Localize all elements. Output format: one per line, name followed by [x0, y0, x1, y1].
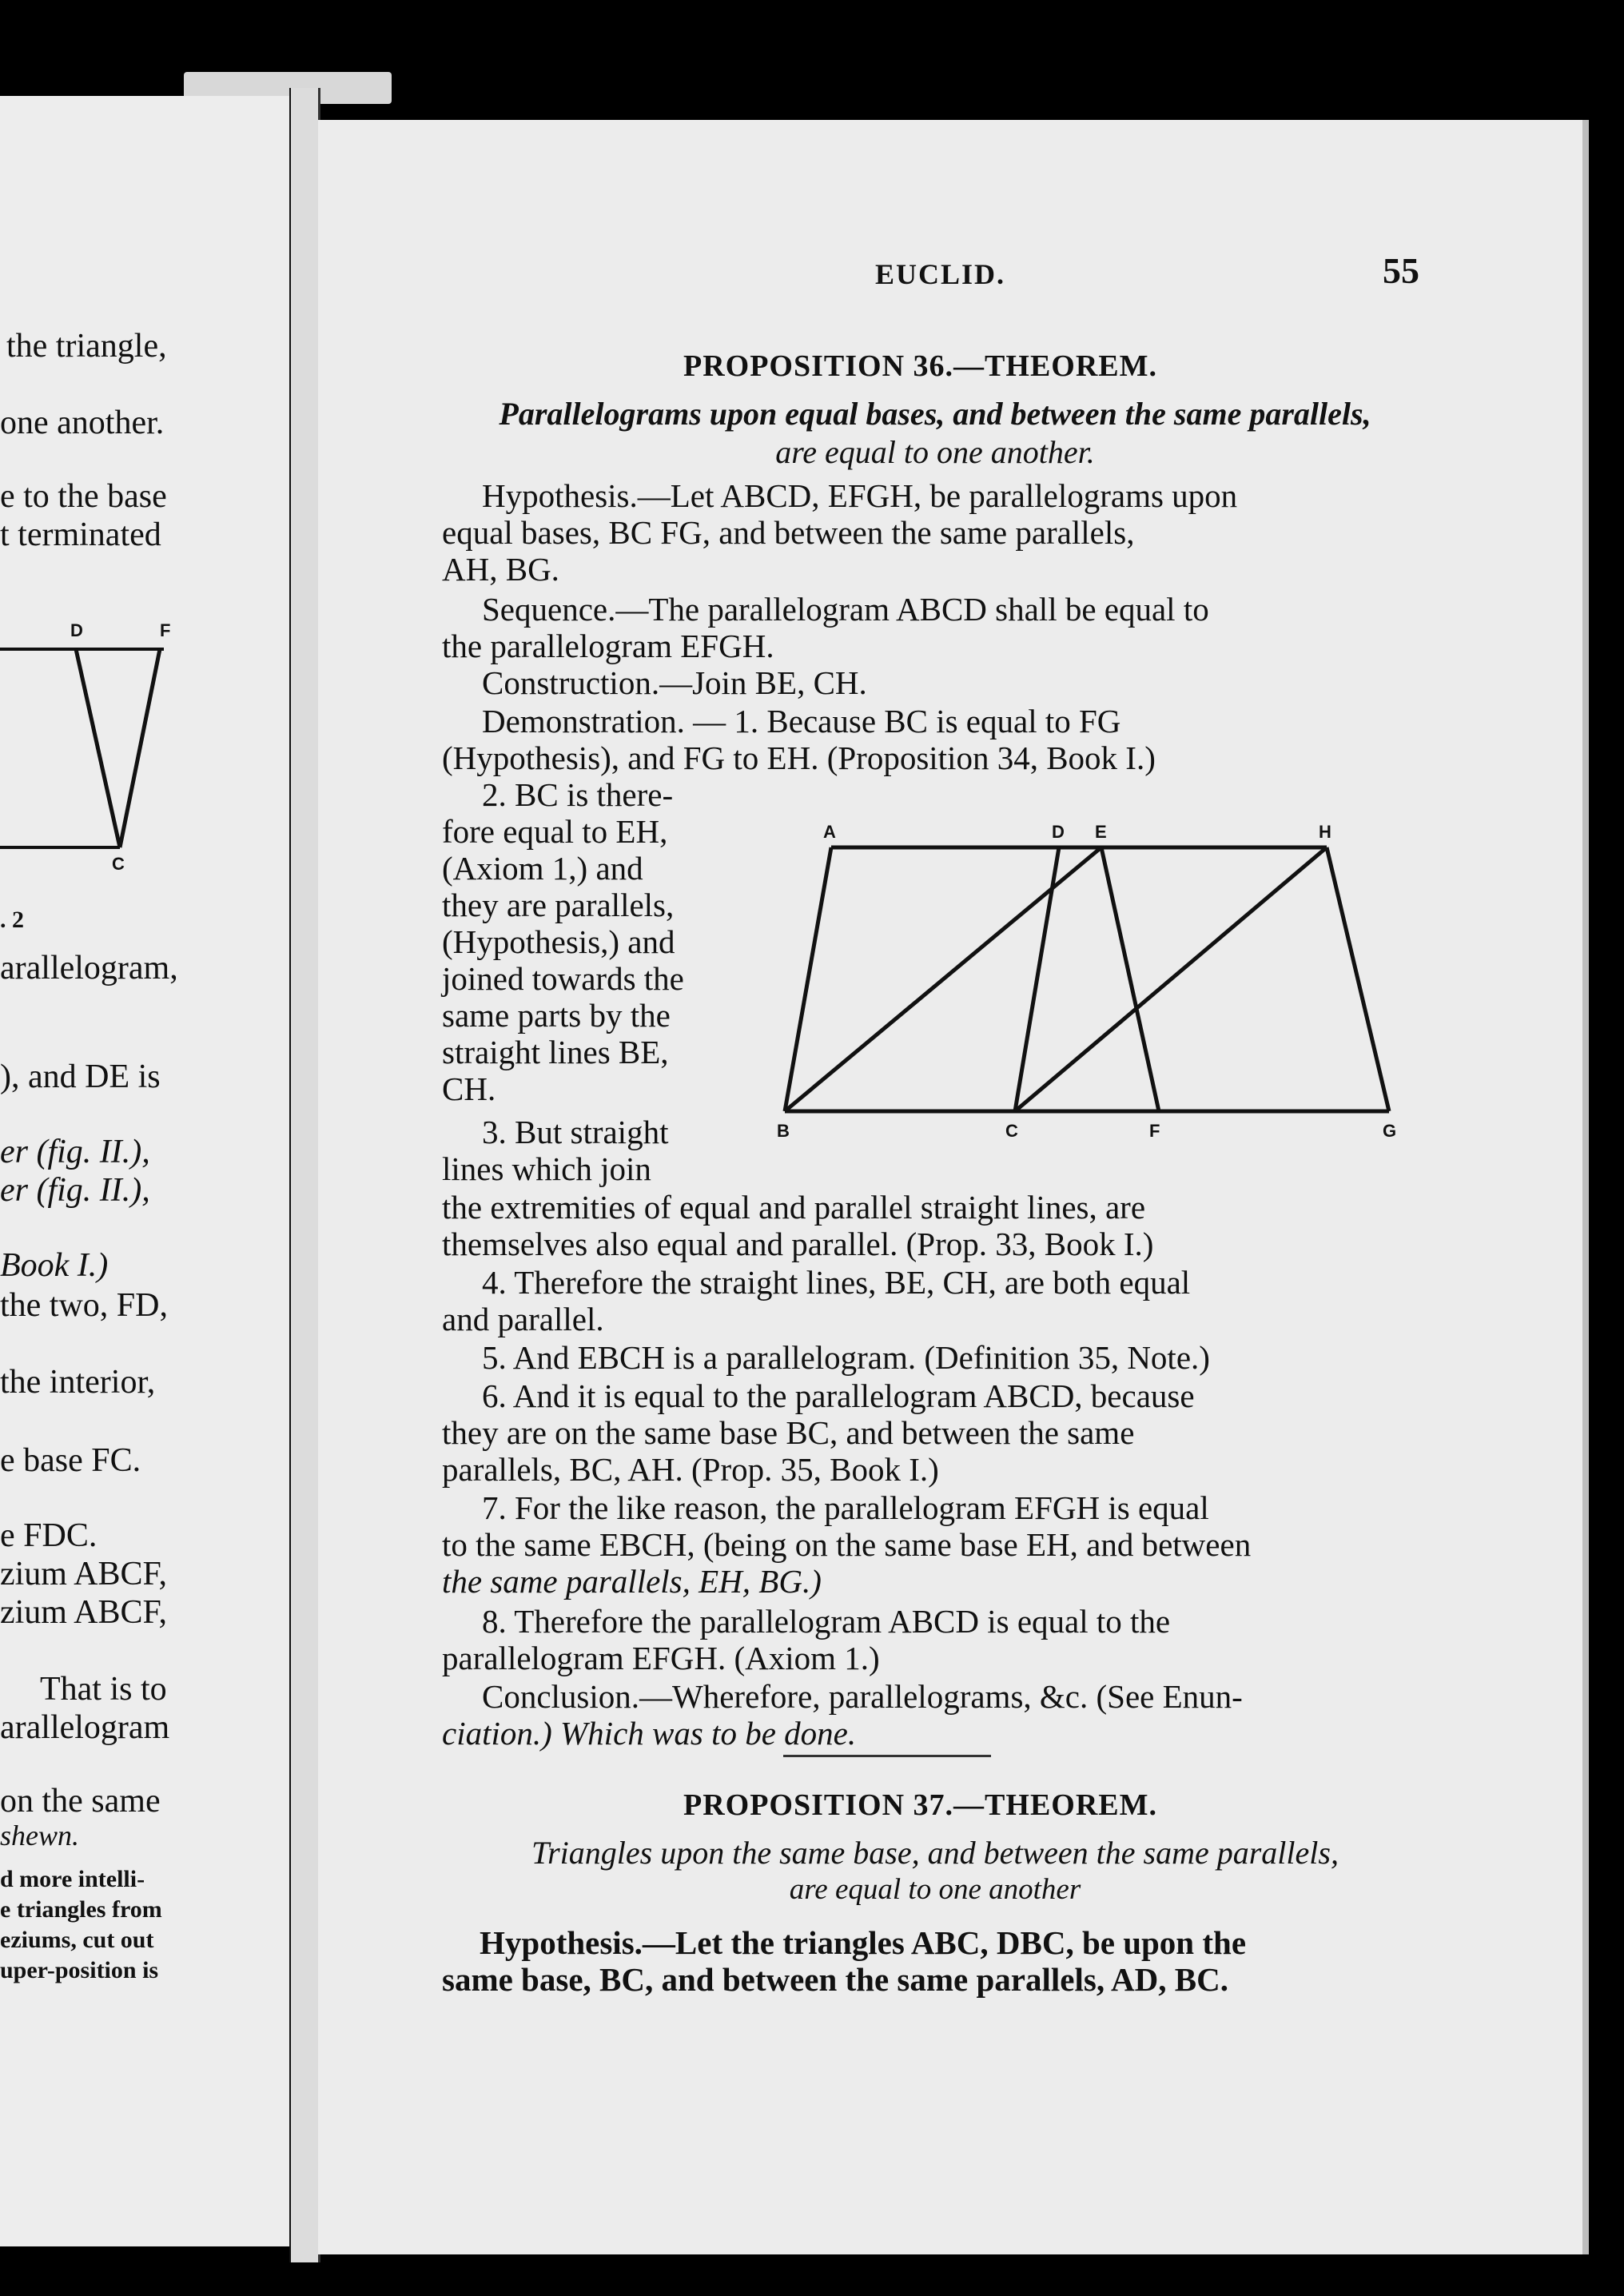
running-header: EUCLID.	[875, 258, 1006, 290]
proposition-37-title: PROPOSITION 37.—THEOREM.	[683, 1788, 1157, 1822]
left-footnote-line: uper-position is	[0, 1957, 159, 1983]
body-line: 6. And it is equal to the parallelogram ABCD, because	[482, 1377, 1195, 1414]
figure-label: F	[1149, 1121, 1160, 1141]
left-line: arallelogram	[0, 1709, 170, 1746]
body-line: 8. Therefore the parallelogram ABCD is equal to the	[482, 1603, 1171, 1640]
proposition-36-enunciation: Parallelograms upon equal bases, and between the same parallels,	[499, 396, 1371, 432]
body-line: equal bases, BC FG, and between the same parallels,	[442, 514, 1135, 551]
left-footnote-line: eziums, cut out	[0, 1927, 154, 1953]
left-line: Book I.)	[0, 1247, 109, 1284]
left-footnote-line: d more intelli-	[0, 1866, 145, 1892]
left-line: the interior,	[0, 1364, 156, 1401]
figure-label: C	[1005, 1121, 1018, 1141]
side-line: 3. But straight	[482, 1114, 669, 1150]
side-line: (Hypothesis,) and	[442, 923, 675, 960]
book-gutter	[289, 88, 320, 2262]
proposition-36-enunciation: are equal to one another.	[775, 434, 1095, 470]
left-line: e to the base	[0, 478, 167, 515]
left-line: the two, FD,	[0, 1287, 168, 1324]
figure-label: A	[823, 822, 836, 842]
body-line: the extremities of equal and parallel straight lines, are	[442, 1189, 1146, 1226]
left-line: t terminated	[0, 516, 161, 553]
figure-label: E	[1095, 822, 1107, 842]
side-line: joined towards the	[442, 960, 684, 997]
left-line: e base FC.	[0, 1442, 141, 1479]
proposition-37-line: same base, BC, and between the same parallels, AD, BC.	[442, 1961, 1228, 1998]
left-line: e FDC.	[0, 1517, 98, 1554]
left-line: on the same	[0, 1783, 161, 1820]
proposition-36-title: PROPOSITION 36.—THEOREM.	[683, 349, 1157, 383]
left-line: er (fig. II.),	[0, 1172, 150, 1209]
left-line: one another.	[0, 405, 165, 441]
side-line: they are parallels,	[442, 887, 675, 923]
left-line: zium ABCF,	[0, 1556, 168, 1592]
figure-label: G	[1383, 1121, 1397, 1141]
left-line: er (fig. II.),	[0, 1134, 150, 1170]
left-line: That is to	[40, 1671, 167, 1708]
page-number: 55	[1383, 250, 1419, 291]
left-line: zium ABCF,	[0, 1594, 168, 1631]
figure-label: D	[1052, 822, 1065, 842]
side-line: 2. BC is there-	[482, 776, 674, 813]
body-line: Hypothesis.—Let ABCD, EFGH, be parallelograms upon	[482, 477, 1238, 514]
side-line: lines which join	[442, 1150, 651, 1187]
side-line: fore equal to EH,	[442, 813, 668, 850]
left-figure-label: D	[70, 620, 83, 640]
figure-label: H	[1319, 822, 1331, 842]
left-line: ), and DE is	[0, 1058, 161, 1095]
body-line: 7. For the like reason, the parallelogram EFGH is equal	[482, 1489, 1209, 1526]
body-line: (Hypothesis), and FG to EH. (Proposition 34, Book I.)	[442, 739, 1156, 776]
side-line: straight lines BE,	[442, 1034, 669, 1070]
body-line: Sequence.—The parallelogram ABCD shall be equal to	[482, 591, 1209, 628]
body-line: to the same EBCH, (being on the same base EH, and between	[442, 1526, 1252, 1563]
side-line: CH.	[442, 1070, 496, 1107]
body-line: Demonstration. — 1. Because BC is equal to FG	[482, 703, 1121, 739]
body-line: AH, BG.	[442, 551, 559, 588]
body-line: parallels, BC, AH. (Prop. 35, Book I.)	[442, 1451, 939, 1488]
body-line: Construction.—Join BE, CH.	[482, 664, 867, 701]
left-figure	[0, 616, 184, 879]
body-line: the same parallels, EH, BG.)	[442, 1563, 822, 1600]
parallelogram-figure	[767, 815, 1439, 1151]
proposition-37-enunciation: are equal to one another	[789, 1873, 1081, 1906]
body-line: the parallelogram EFGH.	[442, 628, 774, 664]
left-figure-label: C	[112, 854, 125, 874]
left-line: the triangle,	[6, 328, 167, 365]
body-line: parallelogram EFGH. (Axiom 1.)	[442, 1640, 880, 1676]
left-line: arallelogram,	[0, 950, 178, 987]
figure-label: B	[777, 1121, 790, 1141]
body-line: themselves also equal and parallel. (Prop. 33, Book I.)	[442, 1226, 1154, 1262]
body-line: ciation.) Which was to be done.	[442, 1715, 857, 1752]
left-figure-label: F	[160, 620, 171, 640]
left-line: shewn.	[0, 1820, 79, 1852]
body-line: 5. And EBCH is a parallelogram. (Definition 35, Note.)	[482, 1339, 1210, 1376]
body-line: Conclusion.—Wherefore, parallelograms, &c. (See Enun-	[482, 1678, 1243, 1715]
left-footnote-line: e triangles from	[0, 1896, 162, 1923]
body-line: they are on the same base BC, and between the same	[442, 1414, 1135, 1451]
left-fig-caption: . 2	[0, 907, 24, 933]
body-line: 4. Therefore the straight lines, BE, CH, are both equal	[482, 1264, 1191, 1301]
proposition-37-enunciation: Triangles upon the same base, and between the same parallels,	[531, 1835, 1339, 1871]
side-line: (Axiom 1,) and	[442, 850, 643, 887]
proposition-37-line: Hypothesis.—Let the triangles ABC, DBC, be upon the	[480, 1924, 1247, 1961]
section-divider	[783, 1755, 991, 1757]
body-line: and parallel.	[442, 1301, 604, 1337]
side-line: same parts by the	[442, 997, 671, 1034]
